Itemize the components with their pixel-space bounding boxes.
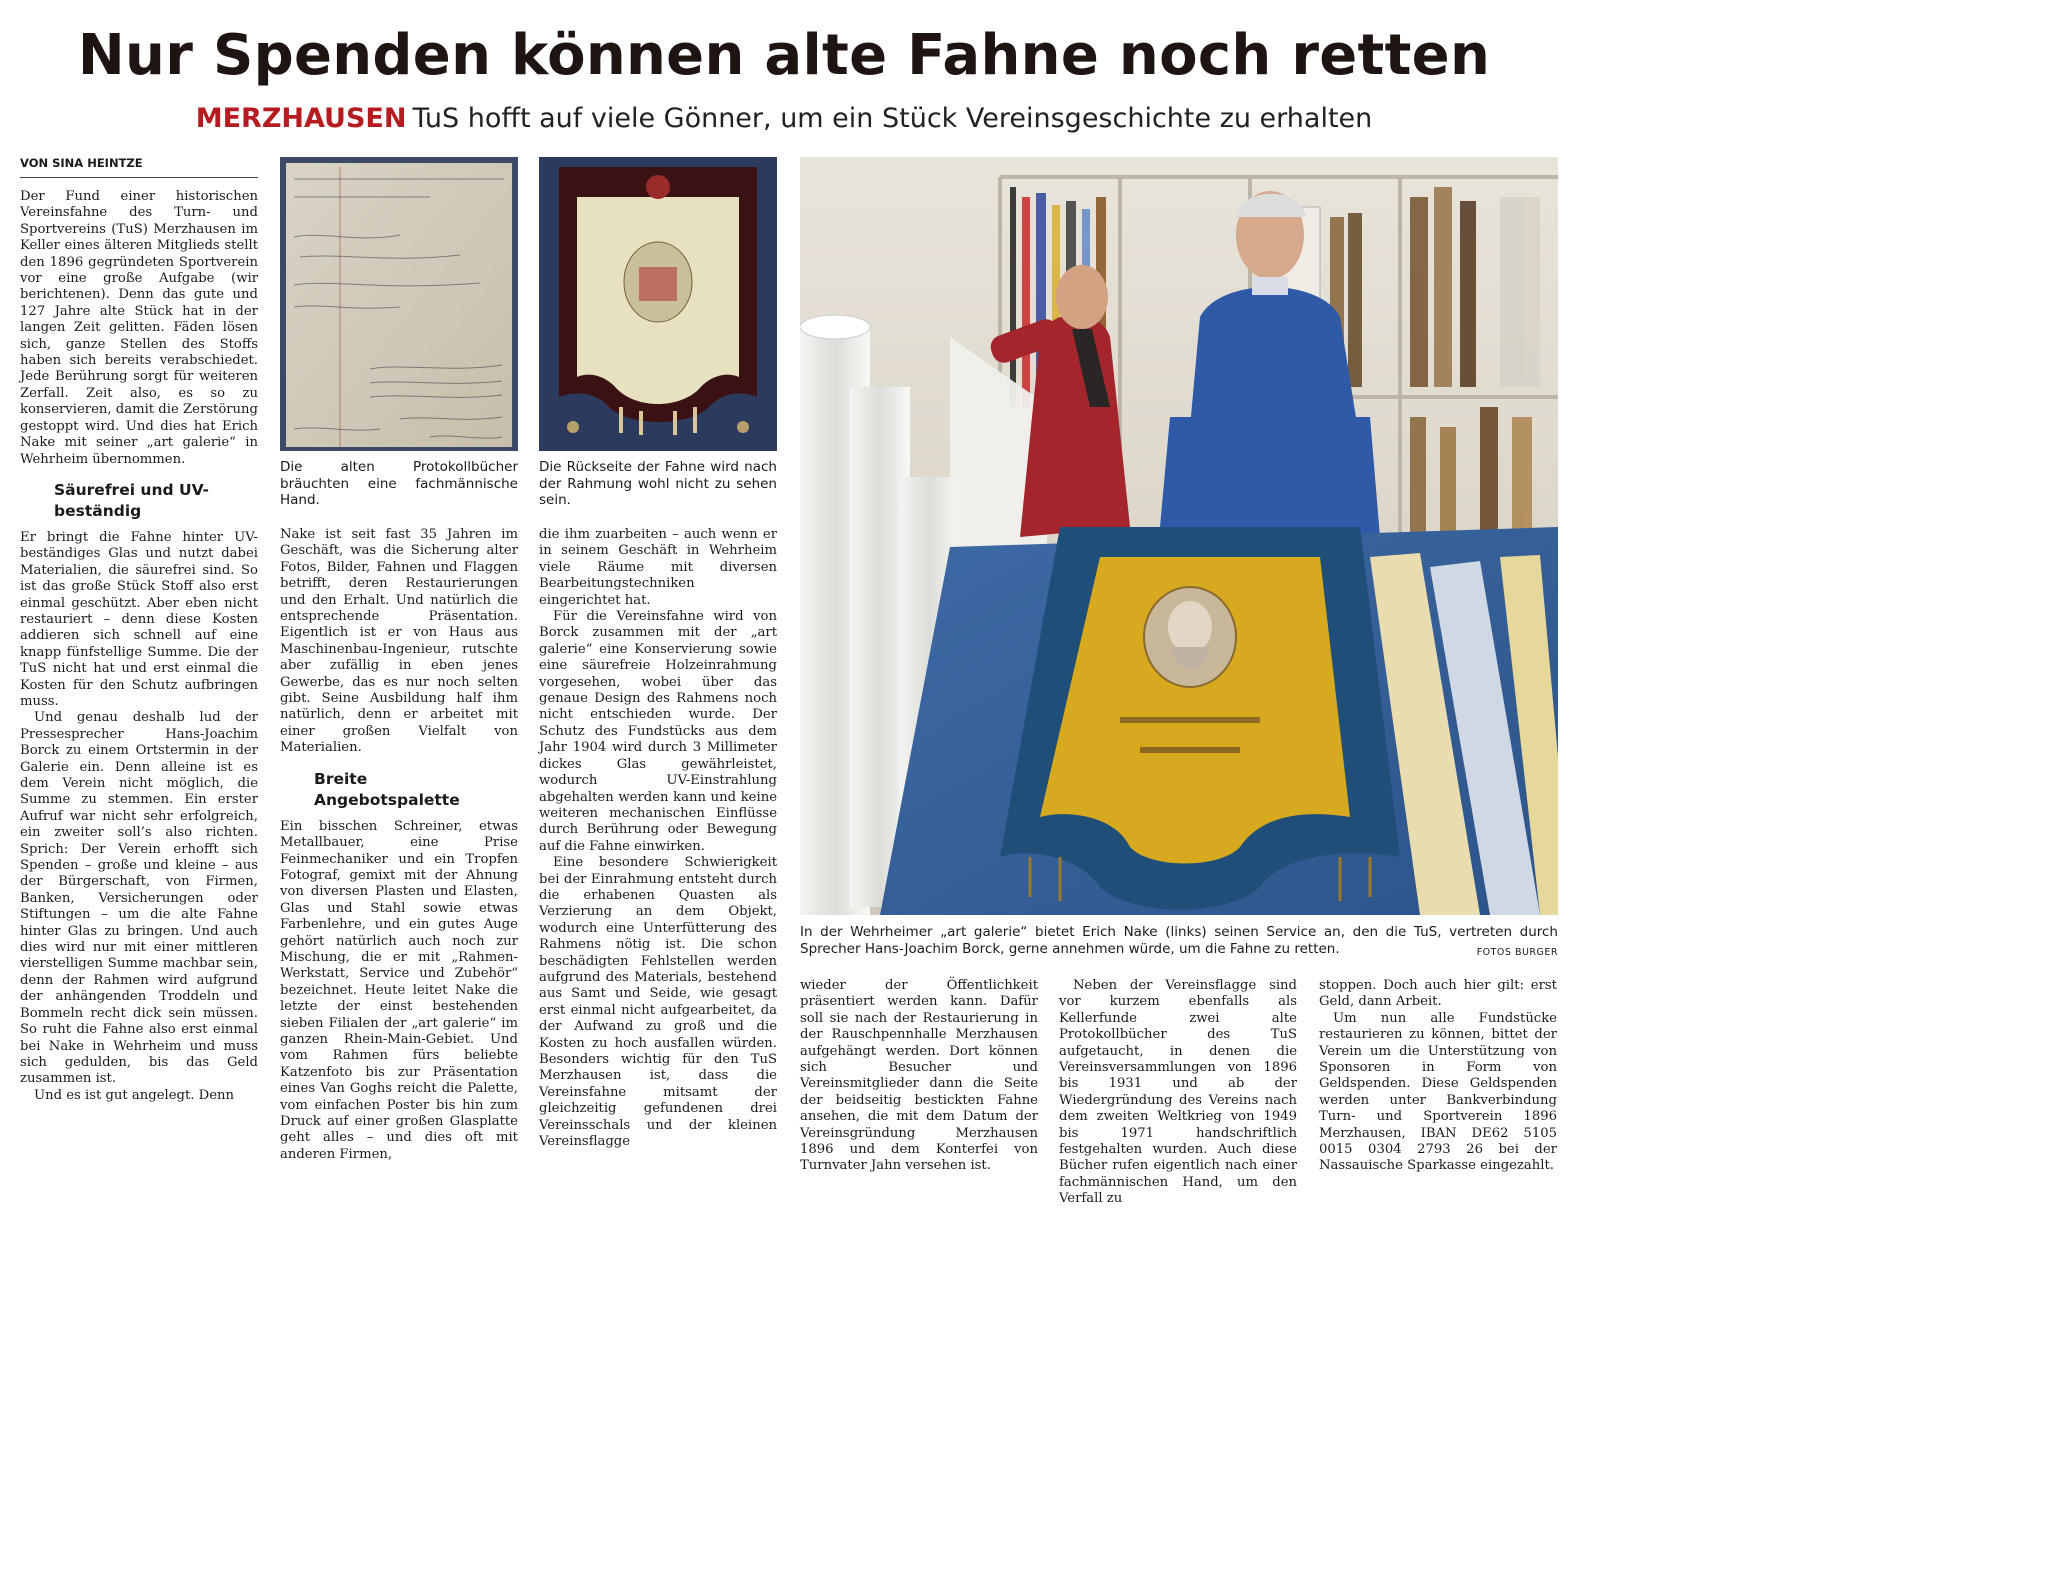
subheadline bbox=[0, 100, 1568, 138]
paragraph: Und genau deshalb lud der Pressesprecher Hans-Joachim Borck zu einem Ortstermin in der Galerie ein. Denn alleine ist es dem Verein nicht möglich, die Summe zu stemmen. Ein erster Aufruf war nicht sehr erfolgreich, ein zweiter soll’s also richten. Sprich: Der Verein erhofft sich Spenden – große und kleine – aus der Bürgerschaft, von Firmen, Banken, Versicherungen oder Stiftungen – um die alte Fahne hinter Glas zu bringen. Und auch dies wird nur mit einer mittleren vierstelligen Summe machbar sein, denn der Rahmen wird aufgrund der anhängenden Troddeln und Bommeln recht dick sein müssen. So ruht die Fahne also erst einmal bei Nake in Wehrheim und muss sich gedulden, bis das Geld zusammen ist. bbox=[20, 710, 258, 1087]
ledger-photo-caption: Die alten Protokollbücher bräuchten eine fachmännische Hand. bbox=[280, 459, 518, 508]
paragraph: Er bringt die Fahne hinter UV-beständiges Glas und nutzt dabei Materialien, die säurefrei sind. So ist das große Stück Stoff also erst einmal geschützt. Aber eben nicht restauriert – denn diese Kosten addieren sich schnell auf eine knapp fünfstellige Summe. Die der TuS nicht hat und erst einmal die Kosten für den Schutz aufbringen muss. bbox=[20, 529, 258, 709]
article-column-2 bbox=[280, 527, 518, 1163]
paragraph: Für die Vereinsfahne wird von Borck zusammen mit der „art galerie“ eine Konservierung sowie eine säurefreie Holzeinrahmung vorgesehen, wobei über das genaue Design des Rahmens noch nicht entschieden wurde. Der Schutz des Fundstücks aus dem Jahr 1904 wird durch 3 Millimeter dickes Glas gewährleistet, wodurch UV-Einstrahlung abgehalten werden kann und keine weiteren mechanischen Einflüsse durch Berührung oder Bewegung auf die Fahne einwirken. bbox=[539, 609, 777, 854]
flag-back-photo-caption: Die Rückseite der Fahne wird nach der Rahmung wohl nicht zu sehen sein. bbox=[539, 459, 777, 508]
paragraph: wieder der Öffentlichkeit präsentiert werden kann. Dafür soll sie nach der Restaurierung in der Rauschpennhalle Merzhausen aufgehängt werden. Dort können sich Besucher und Vereinsmitglieder dann die Seite der beidseitig bestickten Fahne ansehen, die mit dem Datum der Vereinsgründung Merzhausen 1896 und dem Konterfei von Turnvater Jahn versehen ist. bbox=[800, 978, 1038, 1174]
paragraph: Neben der Vereinsflagge sind vor kurzem ebenfalls als Kellerfunde zwei alte Protokollbücher des TuS aufgetaucht, in denen die Vereinsversammlungen von 1896 bis 1931 und ab der Wiedergründung des Vereins nach dem zweiten Weltkrieg von 1949 bis 1971 handschriftlich festgehalten wurden. Auch diese Bücher rufen eigentlich nach einer fachmännischen Hand, um den Verfall zu bbox=[1059, 978, 1297, 1207]
article-column-6 bbox=[1319, 978, 1557, 1175]
section-subhead: Säurefrei und UV-beständig bbox=[54, 480, 209, 520]
section-subhead: Breite Angebotspalette bbox=[314, 769, 460, 809]
paragraph: Eine besondere Schwierigkeit bei der Einrahmung entsteht durch die erhabenen Quasten als Verzierung an dem Objekt, wodurch eine Unterfütterung des Rahmens nötig ist. Die schon beschädigten Fehlstellen werden aufgrund des Materials, bestehend aus Samt und Seide, wie gesagt erst einmal nicht aufgearbeitet, da der Aufwand zu groß und die Kosten zu hoch ausfallen würden. Besonders wichtig für den TuS Merzhausen ist, dass die Vereinsfahne mitsamt der gleichzeitig gefundenen drei Vereinsschals und der kleinen Vereinsflagge bbox=[539, 855, 777, 1150]
paragraph: Der Fund einer historischen Vereinsfahne des Turn- und Sportvereins (TuS) Merzhausen im Keller eines älteren Mitglieds stellt den 1896 gegründeten Sportverein vor eine große Aufgabe (wir berichtenen). Denn das gute und 127 Jahre alte Stück hat in der langen Zeit gelitten. Fäden lösen sich, ganze Stellen des Stoffs haben sich bereits verabschiedet. Jede Berührung sorgt für weiteren Zerfall. Zeit also, es so zu konservieren, damit die Zerstörung gestoppt wird. Und dies hat Erich Nake mit seiner „art galerie“ in Wehrheim übernommen. bbox=[20, 189, 258, 467]
paragraph: Und es ist gut angelegt. Denn bbox=[34, 1087, 235, 1103]
article-column-4 bbox=[800, 978, 1038, 1175]
ledger-photo bbox=[280, 157, 518, 451]
byline: VON SINA HEINTZE bbox=[20, 155, 258, 178]
main-photo-caption: In der Wehrheimer „art galerie“ bietet Erich Nake (links) seinen Service an, den die TuS, vertreten durch Sprecher Hans-Joachim Borck, gerne annehmen würde, um die Fahne zu retten. bbox=[800, 924, 1558, 957]
article-column-3 bbox=[539, 527, 777, 1150]
photo-credit: FOTOS BURGER bbox=[1476, 947, 1558, 958]
location-kicker: MERZHAUSEN bbox=[195, 103, 407, 134]
paragraph: Um nun alle Fundstücke restaurieren zu können, bittet der Verein um die Unterstützung von Sponsoren in Form von Geldspenden. Diese Geldspenden werden unter Bankverbindung Turn- und Sportverein 1896 Merzhausen, IBAN DE62 5105 0015 0304 2793 26 bei der Nassauische Sparkasse eingezahlt. bbox=[1319, 1010, 1557, 1174]
subheadline-text: TuS hofft auf viele Gönner, um ein Stück Vereinsgeschichte zu erhalten bbox=[412, 103, 1373, 134]
article-column-1 bbox=[20, 189, 258, 1104]
paragraph: stoppen. Doch auch hier gilt: erst Geld, dann Arbeit. bbox=[1319, 978, 1557, 1010]
paragraph: Ein bisschen Schreiner, etwas Metallbauer, eine Prise Feinmechaniker und ein Tropfen Fotograf, gemixt mit der Ahnung von diversen Plasten und Elasten, Glas und Stahl sowie etwas Farbenlehre, und ein gutes Auge gehört natürlich auch noch zur Mischung, die er mit „Rahmen-Werkstatt, Service und Zubehör“ bezeichnet. Heute leitet Nake die letzte der einst bestehenden sieben Filialen der „art galerie“ im ganzen Rhein-Main-Gebiet. Und vom Rahmen fürs beliebte Katzenfoto bis zur Präsentation eines Van Goghs reicht die Palette, vom einfachen Poster bis hin zum Druck auf einer großen Glasplatte geht alles – und dies oft mit anderen Firmen, bbox=[280, 818, 518, 1162]
flag-back-photo bbox=[539, 157, 777, 451]
paragraph: Nake ist seit fast 35 Jahren im Geschäft, was die Sicherung alter Fotos, Bilder, Fahnen und Flaggen betrifft, deren Restaurierungen und den Erhalt. Und natürlich die entsprechende Präsentation. Eigentlich ist er von Haus aus Maschinenbau-Ingenieur, rutschte aber zufällig in eben jenes Gewerbe, das es nur noch selten gibt. Seine Ausbildung half ihm natürlich, denn er arbeitet mit einer großen Vielfalt von Materialien. bbox=[280, 527, 518, 756]
main-photo bbox=[800, 157, 1558, 915]
paragraph: die ihm zuarbeiten – auch wenn er in seinem Geschäft in Wehrheim viele Räume mit diversen Bearbeitungstechniken eingerichtet hat. bbox=[539, 527, 777, 608]
article-column-5 bbox=[1059, 978, 1297, 1208]
headline: Nur Spenden können alte Fahne noch retten bbox=[77, 23, 1491, 88]
